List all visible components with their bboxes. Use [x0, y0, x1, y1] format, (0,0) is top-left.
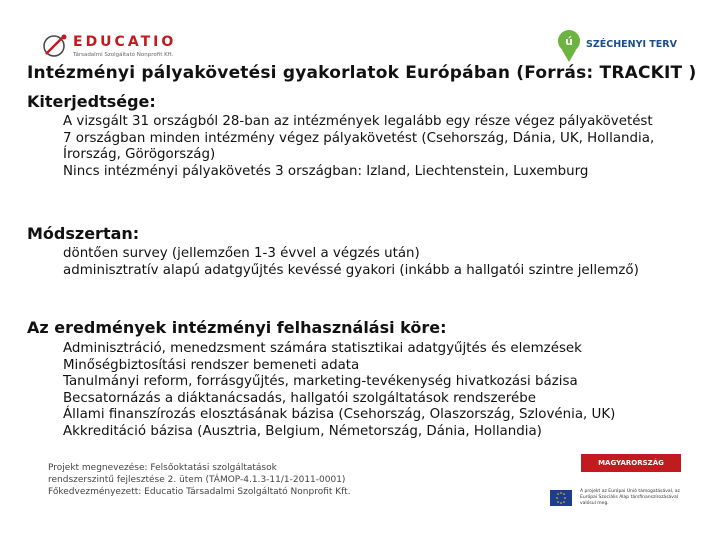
section-heading-extent: Kiterjedtsége:: [27, 92, 156, 111]
list-item: Tanulmányi reform, forrásgyűjtés, marketing-tevékenység hivatkozási bázisa: [63, 374, 578, 389]
section-heading-usage: Az eredmények intézményi felhasználási köre:: [27, 318, 447, 337]
eu-funding-note: A projekt az Európai Unió támogatásával, az Európai Szociális Alap társfinanszírozásával valósul meg.: [580, 489, 680, 506]
section-heading-method: Módszertan:: [27, 224, 140, 243]
list-item: döntően survey (jellemzően 1-3 évvel a végzés után): [63, 246, 420, 261]
educatio-logo: [40, 28, 220, 64]
szechenyi-logo-text: SZÉCHENYI TERV: [586, 39, 677, 50]
footer-line: rendszerszintű fejlesztése 2. ütem (TÁMOP-4.1.3-11/1-2011-0001): [48, 475, 346, 485]
list-item: Becsatornázás a diáktanácsadás, hallgatói szolgáltatások rendszerébe: [63, 390, 536, 406]
footer-line: Projekt megnevezése: Felsőoktatási szolgáltatások: [48, 463, 277, 473]
szechenyi-logo-letter: ú: [565, 35, 573, 48]
section-list-usage: [63, 341, 663, 440]
eu-flag-icon: [550, 490, 572, 506]
szechenyi-terv-logo: [556, 28, 706, 64]
list-item: Akkreditáció bázisa (Ausztria, Belgium, Németország, Dánia, Hollandia): [63, 423, 542, 439]
list-item: 7 országban minden intézmény végez pályakövetést (Csehország, Dánia, UK, Hollandia, Írország, Görögország): [63, 130, 655, 162]
list-item: Állami finanszírozás elosztásának bázisa (Csehország, Olaszország, Szlovénia, UK): [63, 407, 616, 422]
section-list-extent: [63, 114, 663, 180]
list-item: adminisztratív alapú adatgyűjtés kevéssé gyakori (inkább a hallgatói szintre jellemző): [63, 262, 639, 278]
list-item: Minőségbiztosítási rendszer bemeneti adata: [63, 357, 360, 373]
project-footer: [48, 462, 351, 498]
educatio-logo-stroke: [46, 36, 64, 54]
educatio-logo-subtext: Társadalmi Szolgáltató Nonprofit Kft.: [73, 52, 174, 58]
page-title: Intézményi pályakövetési gyakorlatok Európában (Forrás: TRACKIT ): [27, 63, 697, 83]
magyarorszag-megujul-badge: MAGYARORSZÁG MEGÚJUL: [581, 454, 681, 472]
footer-line: Főkedvezményezett: Educatio Társadalmi Szolgáltató Nonprofit Kft.: [48, 487, 351, 497]
section-list-method: [63, 246, 663, 279]
eu-stars-icon: [550, 490, 572, 506]
list-item: Nincs intézményi pályakövetés 3 országban: Izland, Liechtenstein, Luxemburg: [63, 163, 589, 179]
szechenyi-logo-pin: [562, 50, 576, 62]
list-item: A vizsgált 31 országból 28-ban az intézmények legalább egy része végez pályakövetést: [63, 114, 653, 129]
educatio-logo-dot: [62, 35, 67, 40]
list-item: Adminisztráció, menedzsment számára statisztikai adatgyűjtés és elemzések: [63, 341, 582, 356]
educatio-logo-text: EDUCATIO: [73, 34, 177, 50]
